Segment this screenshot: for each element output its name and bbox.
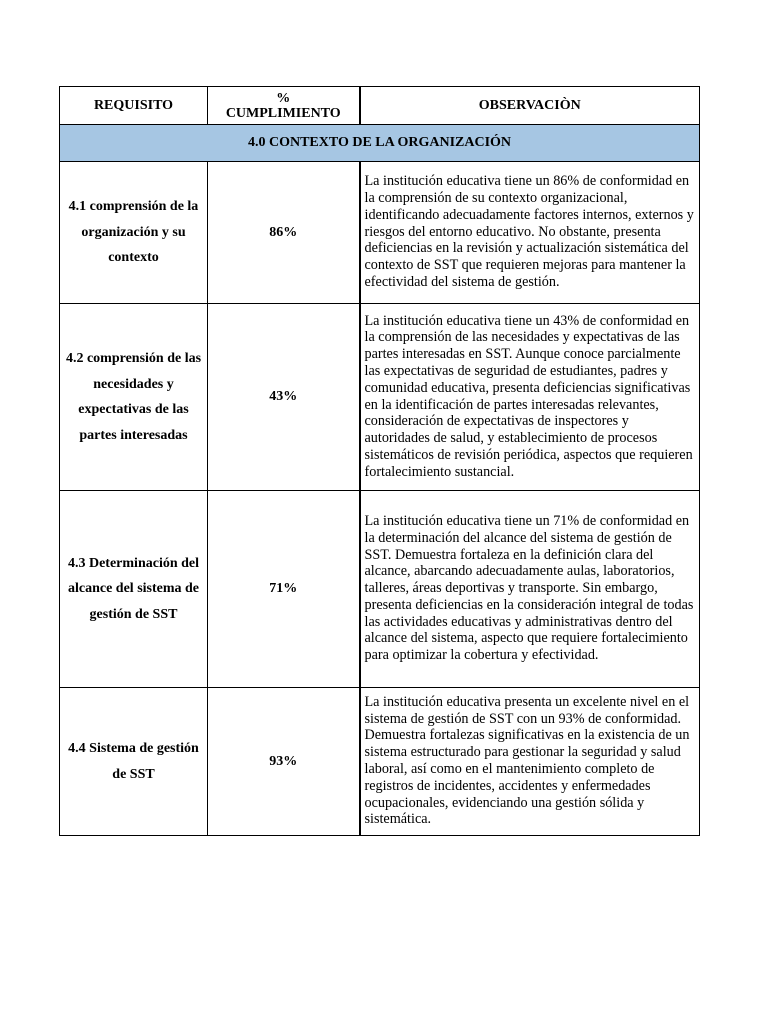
header-row	[60, 87, 700, 125]
requisito-cell: 4.4 Sistema de gestión de SST	[60, 688, 208, 836]
table-row	[60, 688, 700, 836]
table-row	[60, 304, 700, 491]
header-requisito: REQUISITO	[60, 87, 208, 125]
cumplimiento-cell: 86%	[208, 162, 360, 304]
section-row	[60, 125, 700, 162]
section-title: 4.0 CONTEXTO DE LA ORGANIZACIÓN	[60, 125, 700, 162]
requisito-cell: 4.2 comprensión de las necesidades y expectativas de las partes interesadas	[60, 304, 208, 491]
header-cumplimiento-symbol: %	[276, 91, 291, 106]
observacion-cell: La institución educativa tiene un 43% de conformidad en la comprensión de las necesidades y expectativas de las partes interesadas en SST. Aunque conoce parcialmente las expectativas de seguridad de estudiantes, padres y comunidad educativa, presenta deficiencias significativas en la identificación de partes interesadas relevantes, consideración de expectativas de inspectores y autoridades de salud, y establecimiento de procesos sistemáticos de revisión periódica, aspectos que requieren fortalecimiento sustancial.	[360, 304, 700, 491]
cumplimiento-cell: 43%	[208, 304, 360, 491]
cumplimiento-cell: 93%	[208, 688, 360, 836]
header-cumplimiento	[208, 87, 360, 125]
header-observacion: OBSERVACIÒN	[360, 87, 700, 125]
requisito-cell: 4.1 comprensión de la organización y su contexto	[60, 162, 208, 304]
table-row	[60, 491, 700, 688]
cumplimiento-cell: 71%	[208, 491, 360, 688]
table-row	[60, 162, 700, 304]
header-cumplimiento-label: CUMPLIMIENTO	[225, 106, 341, 121]
observacion-cell: La institución educativa tiene un 71% de conformidad en la determinación del alcance del sistema de gestión de SST. Demuestra fortaleza en la definición clara del alcance, abarcando adecuadamente aulas, laboratorios, talleres, áreas deportivas y transporte. Sin embargo, presenta deficiencias en la consideración integral de todas las actividades educativas y administrativas dentro del alcance del sistema, aspecto que requiere fortalecimiento para optimizar la cobertura y efectividad.	[360, 491, 700, 688]
observacion-cell: La institución educativa tiene un 86% de conformidad en la comprensión de su contexto organizacional, identificando adecuadamente factores internos, externos y riesgos del entorno educativo. No obstante, presenta deficiencias en la revisión y actualización sistemática del contexto de SST que requieren mejoras para mantener la efectividad del sistema de gestión.	[360, 162, 700, 304]
observacion-cell: La institución educativa presenta un excelente nivel en el sistema de gestión de SST con un 93% de conformidad. Demuestra fortalezas significativas en la existencia de un sistema estructurado para gestionar la seguridad y salud laboral, así como en el mantenimiento completo de registros de incidentes, accidentes y enfermedades ocupacionales, evidenciando una gestión sólida y sistemática.	[360, 688, 700, 836]
requirements-table	[59, 86, 700, 836]
requisito-cell: 4.3 Determinación del alcance del sistema de gestión de SST	[60, 491, 208, 688]
